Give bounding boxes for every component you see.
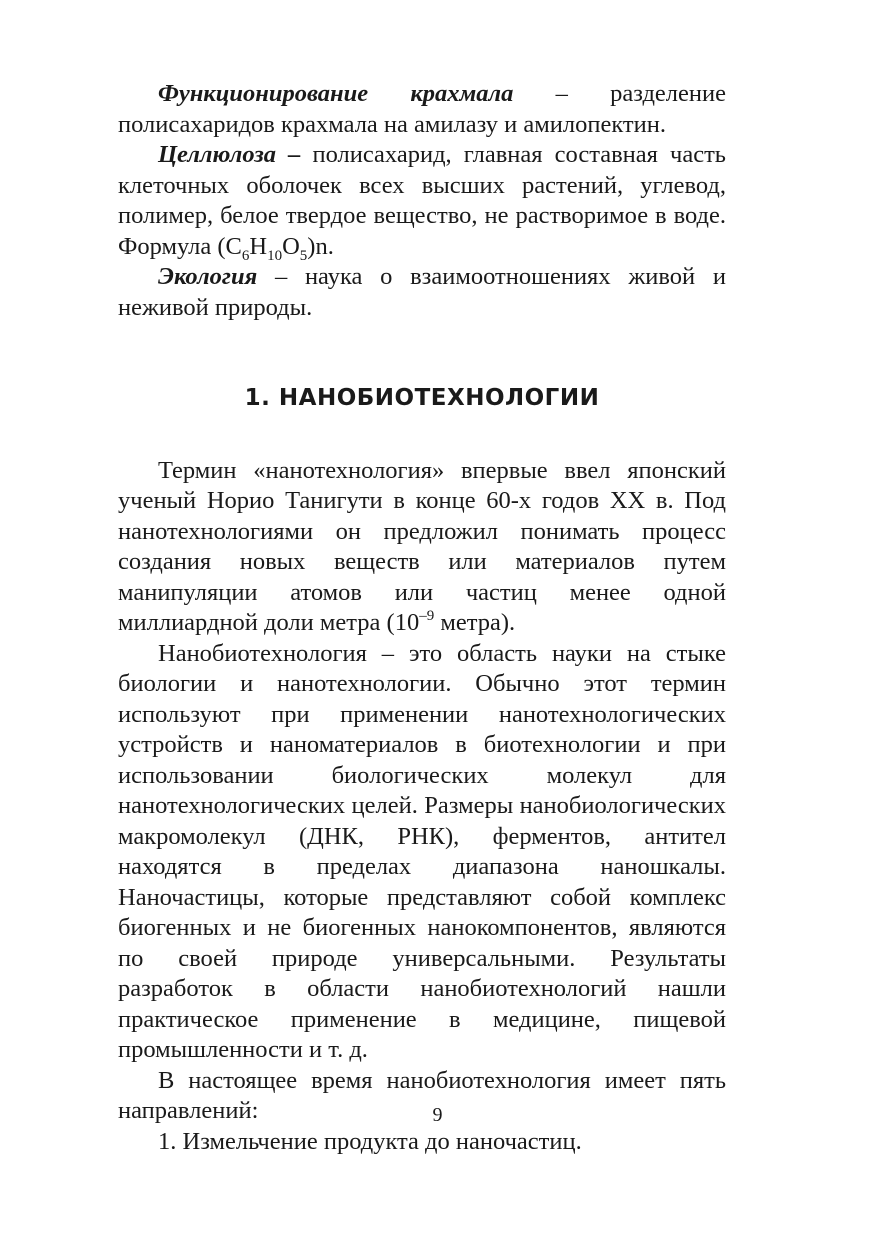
definition-ecology-text: – наука о взаимоотношениях живой и неживой природы. [118,263,726,321]
formula-sub-c: 6 [241,247,250,264]
list-item-1: 1. Измельчение продукта до наночастиц. [158,1127,582,1155]
section-heading: 1. НАНОБИОТЕХНОЛОГИИ [244,385,600,411]
formula-sub-h: 10 [267,247,283,264]
definition-cellulose-text: полисахарид, главная составная часть клеточных оболочек всех высших растений, углевод, полимер, белое твердое вещество, не растворимое в воде. Формула (C [118,141,726,260]
formula-tail: )n. [307,232,334,260]
definition-cellulose [118,140,726,262]
paragraph-term-history [118,456,726,639]
page-number: 9 [432,1104,443,1126]
formula-o: O [282,232,300,260]
definition-starch [118,79,726,140]
paragraph-directions: В настоящее время нанобиотехнология имеет пять направлений: [118,1066,726,1124]
definition-starch-text: – разделение полисахаридов крахмала на амилазу и амилопектин. [118,80,726,138]
formula-sub-o: 5 [299,247,308,264]
page-content [118,79,726,1157]
term-ecology: Экология [158,263,258,290]
term-starch: Функционирование крахмала [158,80,514,107]
term-cellulose: Целлюлоза – [158,141,301,168]
exponent: –9 [419,608,435,624]
formula-h: H [249,232,268,260]
paragraph-nanobiotech-definition: Нанобиотехнология – это область науки на стыке биологии и нанотехнологии. Обычно этот термин используют при применении нанотехнологических устройств и наноматериалов в биотехнологии и при использовании биологических молекул для нанотехнологических целей. Размеры нанобиологических макромолекул (ДНК, РНК), ферментов, антител находятся в пределах диапазона наношкалы. Наночастицы, которые представляют собой комплекс биогенных и не биогенных нанокомпонентов, являются по своей природе универсальными. Результаты разработок в области нанобиотехнологий нашли практическое применение в медицине, пищевой промышленности и т. д. [118,639,726,1063]
paragraph-1-tail: метра). [434,609,516,636]
definition-ecology [118,262,726,323]
paragraph-1-text: Термин «нанотехнология» впервые ввел японский ученый Норио Танигути в конце 60-х годов XX в. Под нанотехнологиями он предложил понимать процесс создания новых веществ или материалов путем манипуляции атомов или частиц менее одной миллиардной доли метра (10 [118,456,726,636]
